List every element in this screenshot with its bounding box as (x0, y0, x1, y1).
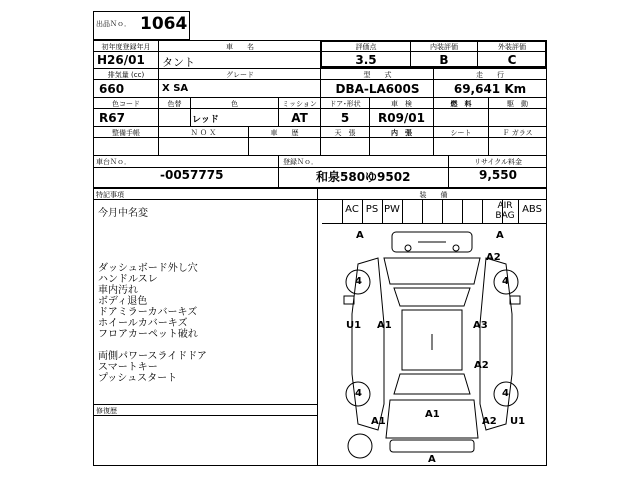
fuel-label: 燃 料 (450, 100, 472, 108)
note-line: 車内汚れ (98, 285, 138, 296)
equipment-airbag: AIR BAG (495, 201, 515, 221)
note-line: スマートキー (98, 362, 158, 373)
exterior-label: 外装評価 (498, 43, 526, 51)
chassis-label: 車台Ｎｏ． (96, 158, 131, 166)
interior-grade: B (439, 53, 449, 67)
color-change-label: 色替 (167, 100, 182, 108)
damage-code: A (496, 230, 504, 241)
color-code: R67 (99, 111, 125, 125)
mirror-right (510, 296, 520, 304)
grade-label: グレード (226, 71, 254, 79)
mileage: 69,641 Km (453, 82, 527, 96)
note-line: 今月中名変 (98, 208, 148, 219)
tire-tread: 4 (502, 276, 509, 287)
color: レッド (192, 115, 219, 125)
color-label: 色 (231, 100, 238, 108)
recycle-label: リサイクル料金 (473, 158, 523, 166)
car-name-label: 車 名 (226, 43, 254, 51)
nox-label: Ｎ Ｏ Ｘ (190, 129, 217, 137)
history-label: 車 歴 (270, 129, 299, 137)
damage-code: A2 (482, 416, 497, 427)
model-label: 型 式 (363, 71, 392, 79)
equipment-header: 装 備 (419, 191, 448, 199)
maintenance-label: 整備手帳 (112, 129, 140, 137)
note-line: ホイールカバーキズ (98, 318, 188, 329)
note-line: 両側パワースライドドア (98, 351, 207, 362)
equipment-cell (322, 199, 343, 223)
equipment-ac: AC (345, 204, 359, 215)
model-code: DBA-LA600S (335, 82, 420, 96)
interior-label: 内装評価 (430, 43, 458, 51)
spare-tire (348, 434, 372, 458)
year-label: 初年度登録年月 (101, 43, 151, 51)
rear-window (394, 374, 470, 394)
equipment-abs: ABS (522, 204, 542, 215)
damage-code: A (356, 230, 364, 241)
equipment-pw: PW (384, 204, 400, 215)
score: 3.5 (355, 53, 377, 67)
plate-number: 和泉580ゆ9502 (316, 170, 411, 184)
mirror-left (344, 296, 354, 304)
windshield (394, 288, 470, 306)
equipment-row (322, 199, 546, 224)
doors-label: ドア･形状 (329, 100, 361, 108)
damage-code: U1 (346, 320, 362, 331)
damage-code: A3 (473, 320, 488, 331)
damage-code: U1 (510, 416, 526, 427)
car-diagram (318, 224, 546, 466)
equipment-ps: PS (365, 204, 379, 215)
hood (384, 258, 480, 284)
notes-header: 特記事項 (96, 191, 124, 199)
recycle-fee: 9,550 (479, 168, 517, 182)
damage-code: A1 (425, 409, 440, 420)
lot-label: 出品Ｎｏ． (96, 20, 131, 28)
ceiling-label: 天 張 (334, 129, 356, 137)
damage-code: A1 (377, 320, 392, 331)
note-line: ダッシュボード外し穴 (98, 263, 198, 274)
drive-label: 駆 動 (507, 100, 528, 108)
exterior-grade: C (507, 53, 517, 67)
front-glass-label: Ｆ ガラス (502, 129, 533, 137)
inspection-label: 車 検 (391, 100, 412, 108)
damage-code: A (428, 454, 436, 465)
chassis-number: -0057775 (160, 168, 224, 182)
first-registration: H26/01 (97, 53, 145, 67)
tire-tread: 4 (355, 388, 362, 399)
seat-label: シート (450, 129, 472, 137)
plate-label: 登録Ｎｏ． (283, 158, 318, 166)
score-label: 評価点 (355, 43, 377, 51)
rear-bumper (390, 440, 474, 452)
note-line: フロアカーペット破れ (98, 329, 198, 340)
color-code-label: 色コード (112, 100, 140, 108)
tire-tread: 4 (502, 388, 509, 399)
repair-history-label: 修復歴 (96, 407, 117, 415)
mission: AT (291, 111, 308, 125)
damage-code: A2 (474, 360, 489, 371)
car-name: タント (162, 56, 195, 69)
doors: 5 (340, 111, 350, 125)
inspection-date: R09/01 (377, 111, 426, 125)
inner-lining-label: 内 張 (391, 129, 412, 137)
note-line: ハンドルスレ (98, 274, 158, 285)
note-line: ドアミラーカバーキズ (98, 307, 198, 318)
damage-code: A2 (486, 252, 501, 263)
grade: X SA (162, 83, 189, 94)
note-line: ボディ退色 (98, 296, 148, 307)
mission-label: ミッション (282, 100, 317, 108)
mileage-label: 走 行 (476, 71, 504, 79)
note-line: プッシュスタート (98, 373, 178, 384)
engine-cc: 660 (99, 82, 125, 96)
lot-number: 1064 (140, 14, 188, 34)
damage-code: A1 (371, 416, 386, 427)
tire-tread: 4 (355, 276, 362, 287)
cc-label: 排気量 (cc) (107, 71, 145, 79)
